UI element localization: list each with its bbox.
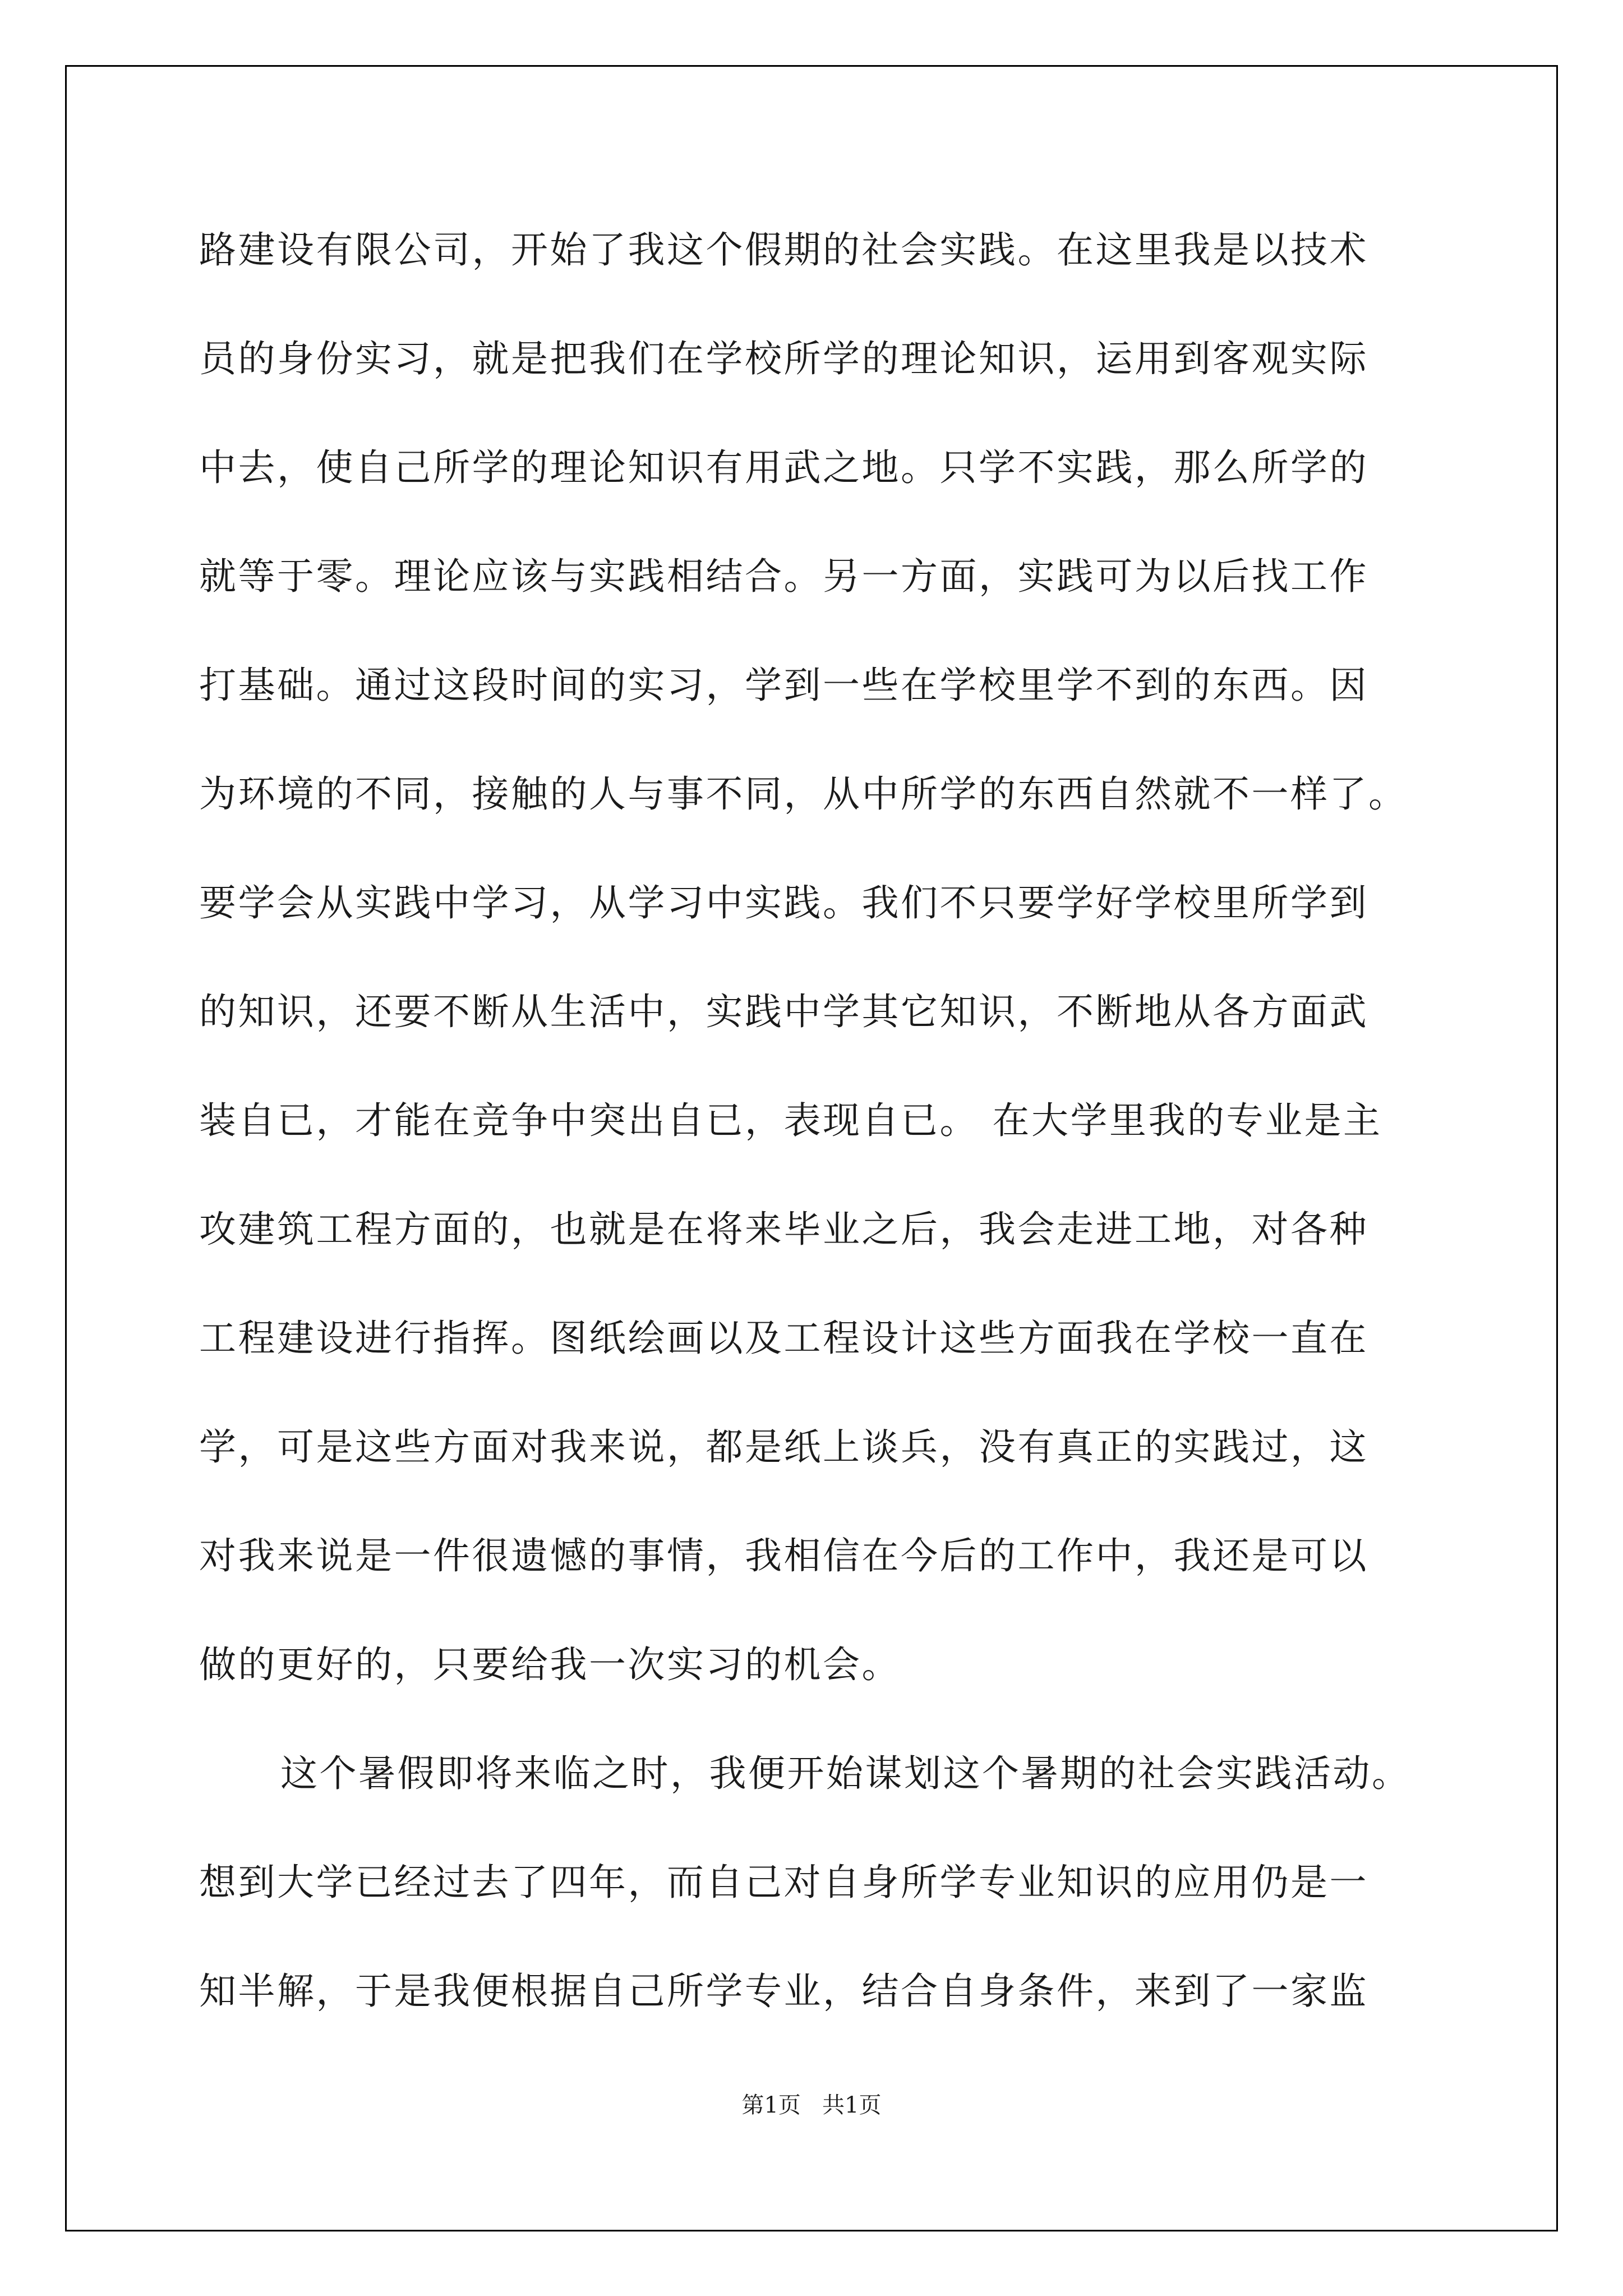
paragraph-first-line: 这个暑假即将来临之时，我便开始谋划这个暑期的社会实践活动。: [280, 1752, 1411, 1795]
text-line: 对我来说是一件很遗憾的事情，我相信在今后的工作中，我还是可以: [199, 1534, 1368, 1577]
text-line: 就等于零。理论应该与实践相结合。另一方面，实践可为以后找工作: [199, 555, 1368, 598]
text-line: 要学会从实践中学习，从学习中实践。我们不只要学好学校里所学到: [199, 881, 1368, 924]
text-line: 想到大学已经过去了四年，而自己对自身所学专业知识的应用仍是一: [199, 1861, 1368, 1904]
text-line: 攻建筑工程方面的，也就是在将来毕业之后，我会走进工地，对各种: [199, 1208, 1368, 1251]
text-line: 的知识，还要不断从生活中，实践中学其它知识，不断地从各方面武: [199, 990, 1368, 1033]
text-line: 做的更好的，只要给我一次实习的机会。: [199, 1643, 901, 1686]
text-line: 为环境的不同，接触的人与事不同，从中所学的东西自然就不一样了。: [199, 772, 1408, 816]
text-line: 工程建设进行指挥。图纸绘画以及工程设计这些方面我在学校一直在: [199, 1317, 1368, 1360]
text-line: 打基础。通过这段时间的实习，学到一些在学校里学不到的东西。因: [199, 664, 1368, 707]
text-line: 装自已，才能在竞争中突出自已，表现自已。 在大学里我的专业是主: [199, 1099, 1382, 1142]
text-line: 中去，使自己所学的理论知识有用武之地。只学不实践，那么所学的: [199, 446, 1368, 489]
text-line: 路建设有限公司，开始了我这个假期的社会实践。在这里我是以技术: [199, 228, 1368, 272]
text-line: 知半解，于是我便根据自己所学专业，结合自身条件，来到了一家监: [199, 1970, 1368, 2013]
text-line: 学，可是这些方面对我来说，都是纸上谈兵，没有真正的实践过，这: [199, 1425, 1368, 1469]
page-number: 第1页 共1页: [741, 2092, 882, 2118]
page-border: [65, 65, 1558, 2231]
text-line: 员的身份实习，就是把我们在学校所学的理论知识，运用到客观实际: [199, 337, 1368, 380]
